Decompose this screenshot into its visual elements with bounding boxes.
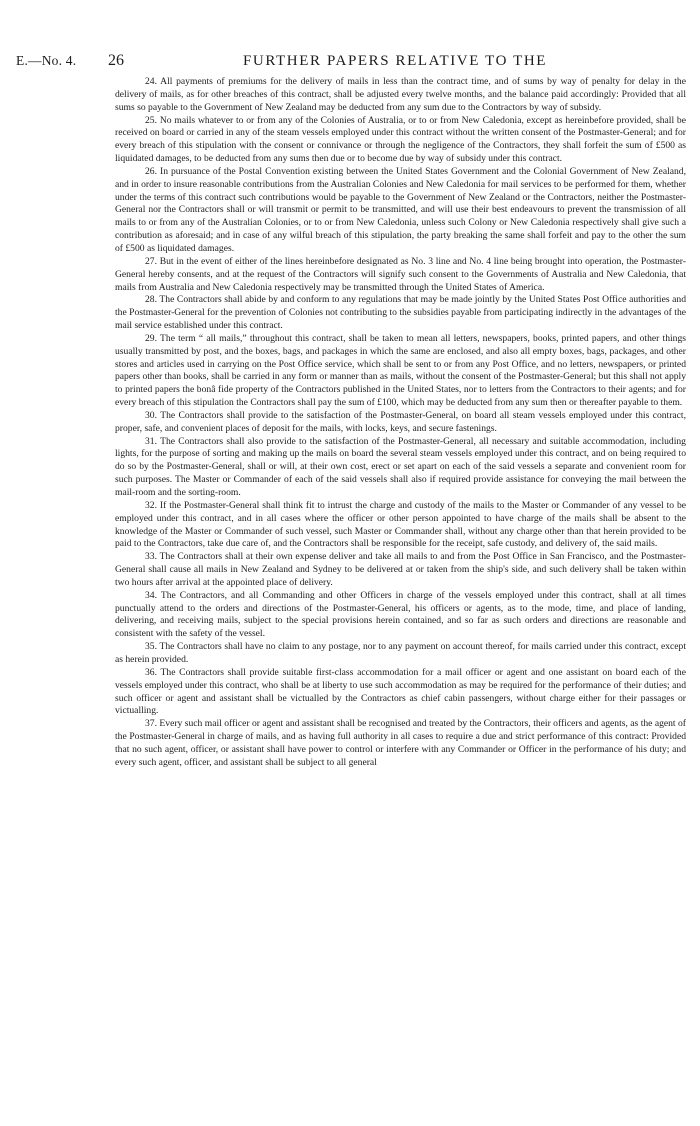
clause-text: The term “ all mails,” throughout this contract, shall be taken to mean all letters, newspapers, books, printed papers, and other things usually transmitted by post, and the boxes, bags, and packages in which the same are enclosed, and also all empty boxes, bags, packages, and other stores and articles used in carrying on the Post Office service, which shall be sent to or from any Post Office, and no letters, newspapers, or printed papers other than books, shall be carried in any form or manner than as mails, without the consent of the Postmaster-General; but this shall not apply to printed papers the bonâ fide property of the Contractors published in the United States, nor to letters from the Contractors to their agents; and for every breach of this stipulation the Contractors shall pay the sum of £100, which may be deducted from any sum then or thereafter payable to them. [115,332,686,409]
document-reference: E.—No. 4. [16,53,77,68]
page-number: 26 [108,52,124,69]
clause-text: But in the event of either of the lines hereinbefore designated as No. 3 line and No. 4 line being brought into operation, the Postmaster-General hereby consents, and at the request of the Contractors will signify such consent to the Governments of Australia and New Caledonia, that mails from Australia and New Caledonia respectively may be transmitted through the United States of America. [115,255,686,293]
clause-text: All payments of premiums for the delivery of mails in less than the contract time, and of sums by way of penalty for delay in the delivery of mails, as for other breaches of this contract, shall be adjusted every twelve months, and the balance paid accordingly: Provided that all sums so payable to the Government of New Zealand may be deducted from any sum due to the Contractors by way of subsidy. [115,76,686,113]
clause-text: Every such mail officer or agent and assistant shall be recognised and treated by the Contractors, their officers and agents, as the agent of the Postmaster-General in charge of mails, and as having full authority in all cases to require a due and strict performance of this contract: Provided that no such agent, officer, or assistant shall have power to control or interfere with any Commander or Officer in the performance of his duty; and every such agent, officer, and assistant shall be subject to all general [115,718,686,768]
clause-number: 34. [145,589,157,601]
clause-paragraph [115,718,686,769]
clause-paragraph [115,166,686,256]
clause-number: 26. [145,165,157,177]
clause-number: 33. [145,551,157,563]
clause-text: In pursuance of the Postal Convention existing between the United States Government and the Colonial Government of New Zealand, and in order to insure reasonable contributions from the Australian Colonies and New Caledonia for mail services to be performed for them, whether under the terms of this contract such contributions would be payable to the Government of New Zealand or the Contractors, neither the Postmaster-General nor the Contractors shall or will transmit or permit to be transmitted, and will use their best endeavours to prevent the transmission of all mails to or from any of the Australian Colonies, or to or from New Caledonia, unless such Colony or New Caledonia respectively shall give such a contribution as aforesaid; and in case of any wilful breach of this stipulation, the party breaking the same shall forfeit and pay to the other the sum of £500 as liquidated damages. [115,165,686,254]
clause-paragraph [115,551,686,590]
clause-paragraph [115,500,686,551]
clause-number: 35. [145,641,157,653]
clause-text: The Contractors shall abide by and conform to any regulations that may be made jointly by the United States Post Office authorities and the Postmaster-General for the prevention of Colonies not contributing to the subsidies payable from participating indirectly in the advantages of the mail service established under this contract. [115,294,687,332]
clause-text: The Contractors shall have no claim to any postage, nor to any payment on account thereof, for mails carried under this contract, except as herein provided. [115,641,686,665]
clause-number: 37. [145,718,157,730]
clause-number: 30. [145,409,157,421]
clause-paragraph [115,256,686,295]
running-title: FURTHER PAPERS RELATIVE TO THE [242,53,548,69]
clause-number: 25. [145,114,157,126]
clause-paragraph [115,294,686,333]
document-body [115,76,686,770]
clause-number: 29. [145,332,157,344]
clause-paragraph [115,115,686,166]
clause-paragraph [115,76,686,115]
clause-text: If the Postmaster-General shall think fit to intrust the charge and custody of the mails to the Master or Commander of any vessel to be employed under this contract, and in all cases where the officer or other person appointed to have charge of the mails shall be absent to the knowledge of the Master or Commander of such vessel, such Master or Commander shall, without any charge other than that herein provided to be paid to the Contractors, take due care of, and the Contractors shall be responsible for the receipt, safe custody, and delivery of, the said mails. [115,499,686,550]
clause-text: The Contractors shall also provide to the satisfaction of the Postmaster-General, all necessary and suitable accommodation, including lights, for the purpose of sorting and making up the mails on board the several steam vessels employed under this contract, and on being required to do so by the Postmaster-General, shall or will, at their own cost, erect or set apart on each of the said vessels a separate and convenient room for such purposes. The Master or Commander of each of the said vessels shall also if required provide assistance for conveying the mail between the mail-room and the sorting-room. [115,435,686,498]
clause-number: 27. [145,255,157,267]
clause-text: The Contractors shall at their own expense deliver and take all mails to and from the Post Office in San Francisco, and the Postmaster-General shall cause all mails in New Zealand and Sydney to be delivered at or taken from the ship's side, and such delivery shall be taken within two hours after arrival at the appointed place of delivery. [115,551,686,588]
clause-paragraph [115,590,686,641]
clause-text: The Contractors shall provide to the satisfaction of the Postmaster-General, on board all steam vessels employed under this contract, proper, safe, and convenient places of deposit for the mails, with locks, keys, and secure fastenings. [115,409,686,434]
clause-paragraph [115,641,686,667]
clause-number: 31. [145,435,157,447]
clause-number: 28. [145,294,157,306]
clause-paragraph [115,333,686,410]
clause-number: 32. [145,499,157,511]
clause-text: The Contractors, and all Commanding and other Officers in charge of the vessels employed under this contract, shall at all times punctually attend to the orders and directions of the Postmaster-General, his officers or agents, as to the mode, time, and place of landing, delivering, and receiving mails, subject to the special provisions herein contained, and so far as such orders and directions are reasonable and consistent with the safety of the vessel. [115,589,686,640]
clause-number: 24. [145,76,157,87]
clause-number: 36. [145,666,157,678]
clause-text: The Contractors shall provide suitable first-class accommodation for a mail officer or agent and one assistant on board each of the vessels employed under this contract, who shall be at liberty to use such accommodation as may be required for the performance of their duties; and such officer or agent and assistant shall be victualled by the Contractors as chief cabin passengers, without charge either for their passages or victualling. [115,666,686,717]
clause-paragraph [115,667,686,718]
clause-paragraph [115,436,686,500]
clause-text: No mails whatever to or from any of the Colonies of Australia, or to or from New Caledonia, except as hereinbefore provided, shall be received on board or carried in any of the steam vessels employed under this contract without the written consent of the Postmaster-General; and for every breach of this stipulation with the consent or connivance or through the negligence of the Contractors, they shall forfeit the sum of £500 as liquidated damages, to be deducted from any sums then due or to become due by way of subsidy under this contract. [115,114,686,165]
page-header [16,53,684,73]
clause-paragraph [115,410,686,436]
